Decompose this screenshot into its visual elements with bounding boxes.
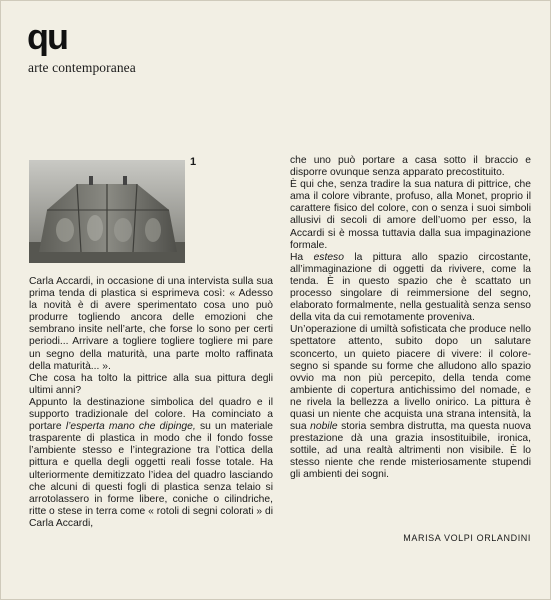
text-span: storia sembra distrutta, ma questa nuova prestazione dà una grazia insostituibile, ironica, sottile, ad una realtà altrimenti non visibile. È lo stesso niente che rende misteriosamente stupendi gli ambienti dei sogni. <box>290 421 531 481</box>
text-span: Un’operazione di umiltà sofisticata che produce nello spettatore attento, subito dopo un salutare sconcerto, un quieto piacere di vivere: il colore-segno si spande su forme che alludono allo spazio ovvio ma non più percepito, della tenda come ambiente di copertura antichissimo del nomade, e ne rivela la bellezza a livello onirico. La pittura è quasi un niente che acquista una strana intensità, la sua <box>290 324 531 433</box>
paragraph <box>290 252 531 325</box>
paragraph: che uno può portare a casa sotto il braccio e disporre ovunque senza apparato precostituito. <box>290 155 531 179</box>
paragraph: Che cosa ha tolto la pittrice alla sua pittura degli ultimi anni? <box>29 372 273 396</box>
paragraph <box>29 397 273 530</box>
author-signature: MARISA VOLPI ORLANDINI <box>403 533 531 543</box>
paragraph <box>290 324 531 481</box>
brand-title: arte contemporanea <box>28 60 136 75</box>
text-span: su un materiale trasparente di plastica in modo che il fondo fosse l’ambiente stesso e l’integrazione tra l’ottica della pittura e quella degli oggetti reali fosse totale. Ha ulteriormente demitizzato l’idea del quadro lasciando che alcuni di questi fogli di plastica senza telaio si arrotolassero in forme libere, coniche o cilindriche, ritte o stese in terra come « rotoli di segni colorati » di Carla Accardi, <box>29 421 273 529</box>
paragraph: Carla Accardi, in occasione di una intervista sulla sua prima tenda di plastica si esprimeva così: « Adesso la novità è di avere sperimentato cosa uno può produrre togliendo ancora delle emozioni che sembrano insite nell’arte, che forse lo sono per certi periodi... Arrivare a togliere togliere togliere mi pare un segno della maturità, una parte molto raffinata della maturità... ». <box>29 276 273 372</box>
paragraph: È qui che, senza tradire la sua natura di pittrice, che ama il colore vibrante, profuso, alla Monet, proprio il carattere fisico del colore, con o senza i suoi simboli allusivi di secoli di amore dell’uomo per esso, la Accardi si è mossa tuttavia dalla sua impaginazione formale. <box>290 179 531 251</box>
italic-phrase: nobile <box>310 421 338 433</box>
logo-text: qu <box>27 22 67 56</box>
text-span: la pittura allo spazio circostante, all’immaginazione di oggetti da rivivere, come la tenda. È in questo spazio che è scattato un processo singolare di reimmersione del segno, elaborato formalmente, nella gestualità senza senso della vita da cui remotamente proveniva. <box>290 251 531 324</box>
italic-phrase: esteso <box>313 251 344 263</box>
right-column <box>290 155 531 482</box>
tent-photo <box>29 160 185 263</box>
text-span: Appunto la destinazione simbolica del quadro e il supporto tradizionale del colore. Ha cominciato a portare <box>29 396 273 433</box>
figure-number: 1 <box>190 156 197 168</box>
italic-phrase: l’esperta mano che dipinge, <box>65 421 196 433</box>
qu-logo <box>27 22 75 56</box>
text-span: Ha <box>290 251 314 263</box>
left-column <box>29 276 273 530</box>
